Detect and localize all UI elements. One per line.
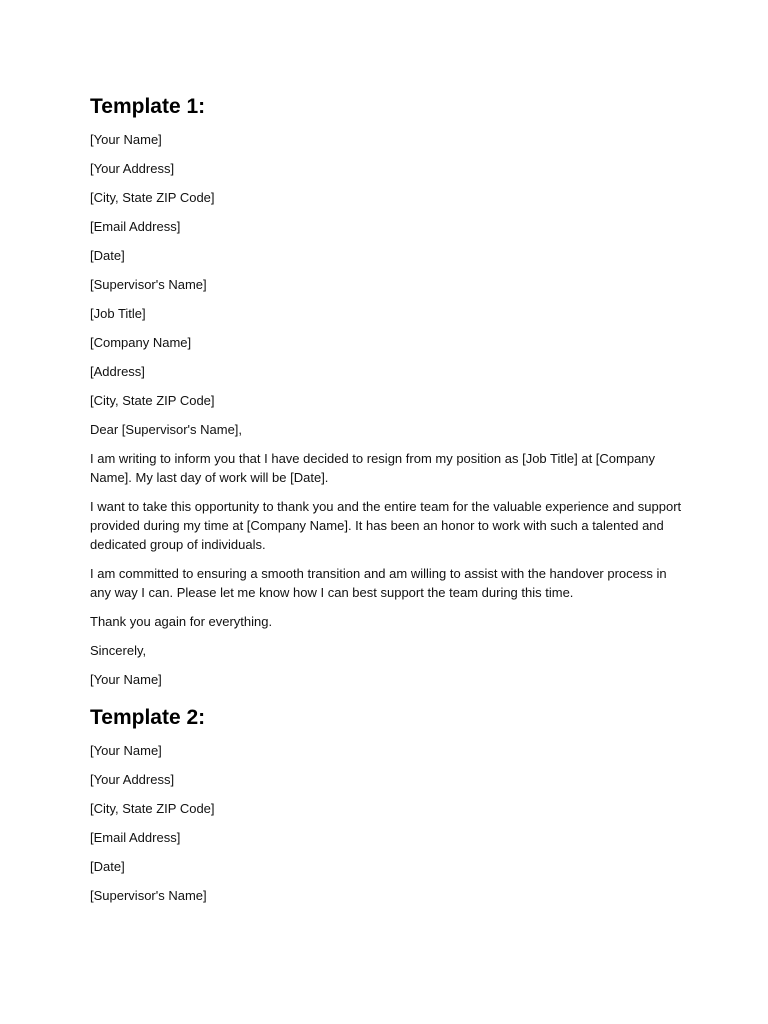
- recipient-company: [Company Name]: [90, 335, 192, 350]
- document-page: [90, 92, 690, 915]
- recipient-job-title: [Job Title]: [90, 306, 146, 321]
- letter-date: [Date]: [90, 859, 125, 874]
- body-paragraph: Thank you again for everything.: [90, 614, 273, 629]
- sender-address: [Your Address]: [90, 772, 175, 787]
- sender-email: [Email Address]: [90, 830, 181, 845]
- recipient-name: [Supervisor's Name]: [90, 888, 207, 903]
- recipient-address: [Address]: [90, 364, 145, 379]
- sender-city-state-zip: [City, State ZIP Code]: [90, 190, 215, 205]
- signature: [Your Name]: [90, 672, 162, 687]
- template-2-heading: Template 2:: [90, 706, 206, 729]
- sender-name: [Your Name]: [90, 132, 162, 147]
- body-paragraph: I am committed to ensuring a smooth transition and am willing to assist with the handover process in any way I can. Please let me know how I can best support the team during this time.: [90, 566, 667, 600]
- recipient-name: [Supervisor's Name]: [90, 277, 207, 292]
- body-paragraph: I am writing to inform you that I have decided to resign from my position as [Job Title] at [Company Name]. My last day of work will be [Date].: [90, 451, 656, 485]
- closing: Sincerely,: [90, 643, 147, 658]
- letter-date: [Date]: [90, 248, 125, 263]
- sender-name: [Your Name]: [90, 743, 162, 758]
- template-1-heading: Template 1:: [90, 95, 206, 118]
- template-2-address-block: [90, 741, 690, 905]
- sender-address: [Your Address]: [90, 161, 175, 176]
- body-paragraph: I want to take this opportunity to thank you and the entire team for the valuable experience and support provided during my time at [Company Name]. It has been an honor to work with such a talented and dedicated group of individuals.: [90, 499, 682, 552]
- template-1-address-block: [90, 130, 690, 410]
- sender-email: [Email Address]: [90, 219, 181, 234]
- sender-city-state-zip: [City, State ZIP Code]: [90, 801, 215, 816]
- recipient-city-state-zip: [City, State ZIP Code]: [90, 393, 215, 408]
- salutation: Dear [Supervisor's Name],: [90, 422, 243, 437]
